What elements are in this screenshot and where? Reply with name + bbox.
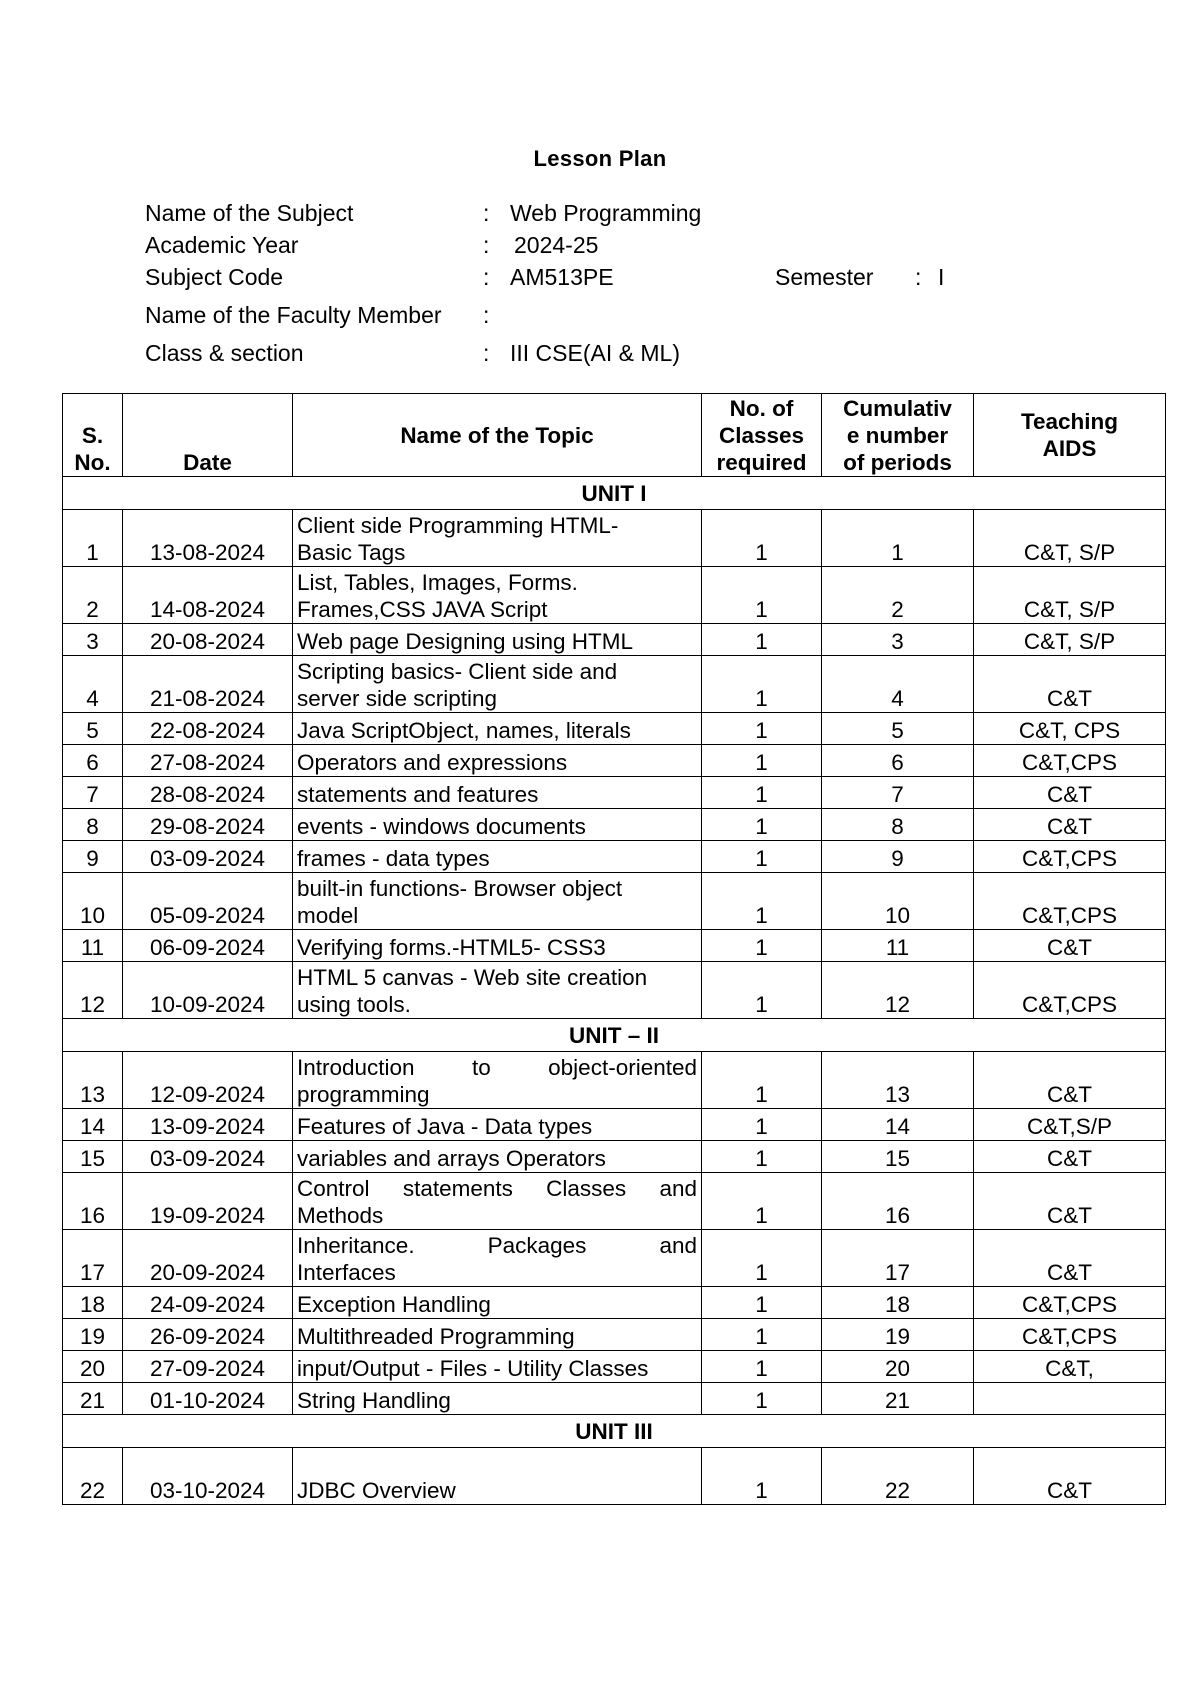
table-row <box>63 1319 1166 1351</box>
cell-aids: C&T <box>974 930 1166 962</box>
cell-topic <box>293 1448 702 1505</box>
cell-sno: 12 <box>63 962 123 1019</box>
cell-topic <box>293 624 702 656</box>
table-row <box>63 1383 1166 1415</box>
topic-line: Client side Programming HTML- <box>297 513 619 538</box>
topic-line: Control statements Classes and <box>297 1176 697 1201</box>
cell-date: 28-08-2024 <box>123 777 293 809</box>
cell-topic <box>293 841 702 873</box>
topic-line: String Handling <box>297 1388 451 1413</box>
topic-line: JDBC Overview <box>297 1478 456 1503</box>
year-value: 2024-25 <box>514 232 599 258</box>
faculty-label: Name of the Faculty Member <box>145 302 442 328</box>
topic-line: statements and features <box>297 782 539 807</box>
table-row <box>63 713 1166 745</box>
header-cumulative-line: Cumulativ <box>843 395 952 421</box>
header-topic <box>293 394 702 477</box>
header-aids-line: AIDS <box>1042 436 1097 461</box>
table-row <box>63 809 1166 841</box>
cell-cumulative: 8 <box>822 809 974 841</box>
cell-topic <box>293 1230 702 1287</box>
cell-aids: C&T <box>974 656 1166 713</box>
header-classes-line: required <box>716 449 807 475</box>
cell-topic <box>293 1141 702 1173</box>
cell-aids: C&T <box>974 777 1166 809</box>
topic-line: Basic Tags <box>297 540 406 565</box>
cell-date: 21-08-2024 <box>123 656 293 713</box>
cell-date: 27-09-2024 <box>123 1351 293 1383</box>
cell-topic <box>293 1109 702 1141</box>
code-value: AM513PE <box>510 264 614 290</box>
cell-sno: 7 <box>63 777 123 809</box>
cell-cumulative: 3 <box>822 624 974 656</box>
cell-date: 01-10-2024 <box>123 1383 293 1415</box>
table-row <box>63 1141 1166 1173</box>
cell-aids: C&T, S/P <box>974 510 1166 567</box>
header-classes-line: No. of <box>729 395 794 421</box>
table-row <box>63 777 1166 809</box>
topic-line: model <box>297 903 359 928</box>
cell-aids <box>974 1383 1166 1415</box>
cell-sno: 5 <box>63 713 123 745</box>
header-classes <box>702 394 822 477</box>
cell-cumulative: 9 <box>822 841 974 873</box>
cell-topic <box>293 745 702 777</box>
table-row <box>63 1173 1166 1230</box>
subject-label: Name of the Subject <box>145 200 354 226</box>
semester-label: Semester <box>775 264 874 290</box>
table-row <box>63 656 1166 713</box>
cell-date: 12-09-2024 <box>123 1052 293 1109</box>
cell-date: 29-08-2024 <box>123 809 293 841</box>
cell-classes: 1 <box>702 841 822 873</box>
unit-row <box>63 1415 1166 1448</box>
cell-topic <box>293 777 702 809</box>
cell-classes: 1 <box>702 1319 822 1351</box>
cell-date: 20-09-2024 <box>123 1230 293 1287</box>
cell-topic <box>293 1287 702 1319</box>
topic-line: frames - data types <box>297 846 490 871</box>
cell-aids: C&T,S/P <box>974 1109 1166 1141</box>
topic-line: Multithreaded Programming <box>297 1324 575 1349</box>
cell-aids: C&T,CPS <box>974 745 1166 777</box>
cell-aids: C&T,CPS <box>974 1287 1166 1319</box>
code-label: Subject Code <box>145 264 284 290</box>
header-date <box>123 394 293 477</box>
topic-line: List, Tables, Images, Forms. <box>297 570 578 595</box>
cell-classes: 1 <box>702 930 822 962</box>
cell-classes: 1 <box>702 713 822 745</box>
table-row <box>63 1230 1166 1287</box>
colon: : <box>483 302 490 328</box>
cell-classes: 1 <box>702 1383 822 1415</box>
subject-value: Web Programming <box>510 200 702 226</box>
cell-aids: C&T <box>974 809 1166 841</box>
table-row <box>63 1109 1166 1141</box>
cell-sno: 18 <box>63 1287 123 1319</box>
unit-heading: UNIT – II <box>63 1019 1166 1052</box>
cell-date: 26-09-2024 <box>123 1319 293 1351</box>
cell-cumulative: 20 <box>822 1351 974 1383</box>
cell-cumulative: 17 <box>822 1230 974 1287</box>
cell-aids: C&T,CPS <box>974 962 1166 1019</box>
topic-line: Scripting basics- Client side and <box>297 659 618 684</box>
topic-line: Exception Handling <box>297 1292 491 1317</box>
cell-sno: 9 <box>63 841 123 873</box>
topic-line: Features of Java - Data types <box>297 1114 593 1139</box>
topic-line: Interfaces <box>297 1260 396 1285</box>
cell-classes: 1 <box>702 962 822 1019</box>
header-cumulative-line: of periods <box>843 449 952 475</box>
table-row <box>63 1351 1166 1383</box>
cell-classes: 1 <box>702 1052 822 1109</box>
colon: : <box>483 232 490 258</box>
table-row <box>63 841 1166 873</box>
cell-classes: 1 <box>702 1109 822 1141</box>
topic-line: programming <box>297 1082 430 1107</box>
cell-topic <box>293 1319 702 1351</box>
table-row <box>63 962 1166 1019</box>
cell-topic <box>293 873 702 930</box>
header-classes-line: Classes <box>718 422 805 448</box>
unit-row <box>63 1019 1166 1052</box>
header-topic-label: Name of the Topic <box>400 422 594 448</box>
cell-cumulative: 4 <box>822 656 974 713</box>
topic-line: server side scripting <box>297 686 498 711</box>
topic-line: Java ScriptObject, names, literals <box>297 718 631 743</box>
cell-cumulative: 11 <box>822 930 974 962</box>
cell-date: 10-09-2024 <box>123 962 293 1019</box>
cell-classes: 1 <box>702 777 822 809</box>
cell-classes: 1 <box>702 1141 822 1173</box>
cell-classes: 1 <box>702 656 822 713</box>
topic-line: Verifying forms.-HTML5- CSS3 <box>297 935 606 960</box>
cell-classes: 1 <box>702 1351 822 1383</box>
table-row <box>63 930 1166 962</box>
cell-aids: C&T <box>974 1448 1166 1505</box>
cell-cumulative: 12 <box>822 962 974 1019</box>
cell-date: 19-09-2024 <box>123 1173 293 1230</box>
cell-topic <box>293 1351 702 1383</box>
cell-date: 06-09-2024 <box>123 930 293 962</box>
cell-classes: 1 <box>702 1230 822 1287</box>
cell-cumulative: 16 <box>822 1173 974 1230</box>
topic-line: Operators and expressions <box>297 750 568 775</box>
table-row <box>63 873 1166 930</box>
lesson-plan-table <box>62 393 1166 1505</box>
cell-aids: C&T <box>974 1230 1166 1287</box>
cell-classes: 1 <box>702 567 822 624</box>
topic-line: Introduction to object-oriented <box>297 1055 697 1080</box>
table-row <box>63 1287 1166 1319</box>
cell-classes: 1 <box>702 624 822 656</box>
cell-date: 14-08-2024 <box>123 567 293 624</box>
table-row <box>63 1448 1166 1505</box>
unit-heading: UNIT III <box>63 1415 1166 1448</box>
cell-sno: 22 <box>63 1448 123 1505</box>
cell-sno: 11 <box>63 930 123 962</box>
cell-sno: 4 <box>63 656 123 713</box>
cell-aids: C&T, <box>974 1351 1166 1383</box>
cell-classes: 1 <box>702 510 822 567</box>
cell-aids: C&T,CPS <box>974 873 1166 930</box>
cell-classes: 1 <box>702 809 822 841</box>
table-row <box>63 745 1166 777</box>
semester-value: I <box>938 264 945 290</box>
header-cumulative-line: e number <box>846 422 949 448</box>
cell-aids: C&T <box>974 1173 1166 1230</box>
topic-line: Methods <box>297 1203 384 1228</box>
topic-line: using tools. <box>297 992 411 1017</box>
topic-line: HTML 5 canvas - Web site creation <box>297 965 648 990</box>
header-row <box>63 394 1166 477</box>
class-value: III CSE(AI & ML) <box>510 340 680 366</box>
cell-date: 03-09-2024 <box>123 1141 293 1173</box>
cell-classes: 1 <box>702 873 822 930</box>
cell-date: 27-08-2024 <box>123 745 293 777</box>
table-row <box>63 567 1166 624</box>
topic-line: built-in functions- Browser object <box>297 876 623 901</box>
table-body <box>63 477 1166 1505</box>
cell-cumulative: 1 <box>822 510 974 567</box>
cell-sno: 2 <box>63 567 123 624</box>
cell-cumulative: 15 <box>822 1141 974 1173</box>
cell-sno: 13 <box>63 1052 123 1109</box>
cell-cumulative: 13 <box>822 1052 974 1109</box>
cell-date: 24-09-2024 <box>123 1287 293 1319</box>
cell-cumulative: 18 <box>822 1287 974 1319</box>
year-label: Academic Year <box>145 232 299 258</box>
cell-sno: 14 <box>63 1109 123 1141</box>
cell-topic <box>293 656 702 713</box>
page-title: Lesson Plan <box>533 146 667 171</box>
colon: : <box>483 264 490 290</box>
colon: : <box>483 200 490 226</box>
cell-date: 22-08-2024 <box>123 713 293 745</box>
cell-topic <box>293 1173 702 1230</box>
cell-sno: 1 <box>63 510 123 567</box>
cell-aids: C&T, S/P <box>974 567 1166 624</box>
cell-topic <box>293 1052 702 1109</box>
cell-topic <box>293 713 702 745</box>
cell-sno: 6 <box>63 745 123 777</box>
table-row <box>63 510 1166 567</box>
table-row <box>63 624 1166 656</box>
header-sno-line: S. <box>81 423 104 448</box>
cell-topic <box>293 1383 702 1415</box>
cell-sno: 15 <box>63 1141 123 1173</box>
class-label: Class & section <box>145 340 304 366</box>
cell-cumulative: 14 <box>822 1109 974 1141</box>
cell-sno: 19 <box>63 1319 123 1351</box>
cell-topic <box>293 962 702 1019</box>
topic-line: variables and arrays Operators <box>297 1146 606 1171</box>
cell-date: 05-09-2024 <box>123 873 293 930</box>
cell-sno: 8 <box>63 809 123 841</box>
cell-classes: 1 <box>702 745 822 777</box>
cell-sno: 21 <box>63 1383 123 1415</box>
colon: : <box>483 340 490 366</box>
cell-aids: C&T <box>974 1141 1166 1173</box>
topic-line: Inheritance. Packages and <box>297 1233 697 1258</box>
cell-aids: C&T, CPS <box>974 713 1166 745</box>
header-cumulative <box>822 394 974 477</box>
cell-topic <box>293 567 702 624</box>
topic-line: events - windows documents <box>297 814 586 839</box>
cell-sno: 20 <box>63 1351 123 1383</box>
cell-sno: 3 <box>63 624 123 656</box>
colon: : <box>915 264 922 290</box>
cell-classes: 1 <box>702 1173 822 1230</box>
cell-date: 03-10-2024 <box>123 1448 293 1505</box>
cell-topic <box>293 809 702 841</box>
header-aids <box>974 394 1166 477</box>
cell-sno: 10 <box>63 873 123 930</box>
cell-aids: C&T,CPS <box>974 1319 1166 1351</box>
cell-cumulative: 21 <box>822 1383 974 1415</box>
cell-sno: 17 <box>63 1230 123 1287</box>
cell-cumulative: 19 <box>822 1319 974 1351</box>
header-sno <box>63 394 123 477</box>
cell-sno: 16 <box>63 1173 123 1230</box>
cell-topic <box>293 510 702 567</box>
table-row <box>63 1052 1166 1109</box>
cell-date: 13-08-2024 <box>123 510 293 567</box>
cell-topic <box>293 930 702 962</box>
cell-classes: 1 <box>702 1287 822 1319</box>
cell-classes: 1 <box>702 1448 822 1505</box>
header-date-label: Date <box>183 450 232 475</box>
cell-date: 13-09-2024 <box>123 1109 293 1141</box>
cell-cumulative: 10 <box>822 873 974 930</box>
cell-aids: C&T,CPS <box>974 841 1166 873</box>
unit-row <box>63 477 1166 510</box>
cell-cumulative: 22 <box>822 1448 974 1505</box>
cell-aids: C&T, S/P <box>974 624 1166 656</box>
cell-aids: C&T <box>974 1052 1166 1109</box>
topic-line: input/Output - Files - Utility Classes <box>297 1356 649 1381</box>
topic-line: Web page Designing using HTML <box>297 629 634 654</box>
cell-cumulative: 7 <box>822 777 974 809</box>
header-aids-line: Teaching <box>1020 409 1119 434</box>
cell-cumulative: 2 <box>822 567 974 624</box>
cell-date: 03-09-2024 <box>123 841 293 873</box>
topic-line: Frames,CSS JAVA Script <box>297 597 548 622</box>
cell-cumulative: 5 <box>822 713 974 745</box>
cell-date: 20-08-2024 <box>123 624 293 656</box>
cell-cumulative: 6 <box>822 745 974 777</box>
unit-heading: UNIT I <box>63 477 1166 510</box>
header-sno-line: No. <box>74 450 111 475</box>
